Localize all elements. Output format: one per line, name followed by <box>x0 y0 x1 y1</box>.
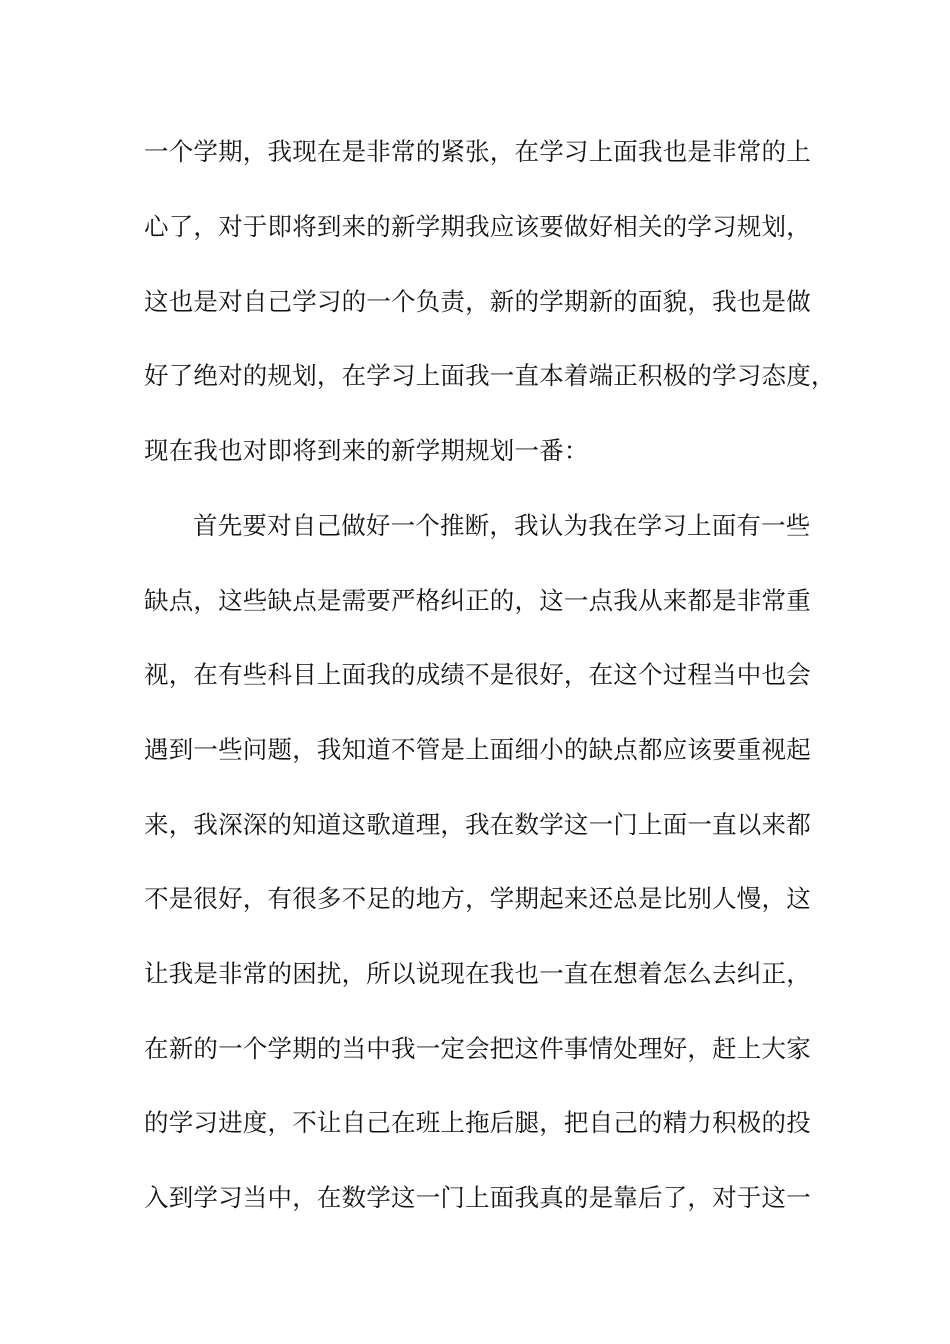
text-line: 不是很好，有很多不足的地方，学期起来还总是比别人慢，这 <box>144 884 811 913</box>
text-line: 让我是非常的困扰，所以说现在我也一直在想着怎么去纠正， <box>144 959 811 988</box>
text-line: 遇到一些问题，我知道不管是上面细小的缺点都应该要重视起 <box>144 735 811 764</box>
text-line: 视，在有些科目上面我的成绩不是很好，在这个过程当中也会 <box>144 660 811 689</box>
text-line: 入到学习当中，在数学这一门上面我真的是靠后了，对于这一 <box>144 1183 811 1212</box>
text-line: 一个学期，我现在是非常的紧张，在学习上面我也是非常的上 <box>144 137 811 166</box>
text-line: 的学习进度，不让自己在班上拖后腿，把自己的精力积极的投 <box>144 1108 811 1137</box>
text-line: 心了，对于即将到来的新学期我应该要做好相关的学习规划， <box>144 212 811 241</box>
text-line: 在新的一个学期的当中我一定会把这件事情处理好，赶上大家 <box>144 1034 811 1063</box>
text-line: 这也是对自己学习的一个负责，新的学期新的面貌，我也是做 <box>144 287 811 316</box>
text-line: 来，我深深的知道这歌道理，我在数学这一门上面一直以来都 <box>144 810 811 839</box>
text-line: 好了绝对的规划，在学习上面我一直本着端正积极的学习态度， <box>144 361 836 390</box>
text-line: 缺点，这些缺点是需要严格纠正的，这一点我从来都是非常重 <box>144 586 811 615</box>
text-line: 现在我也对即将到来的新学期规划一番： <box>144 436 589 465</box>
paragraph-first-line: 首先要对自己做好一个推断，我认为我在学习上面有一些 <box>193 511 811 540</box>
